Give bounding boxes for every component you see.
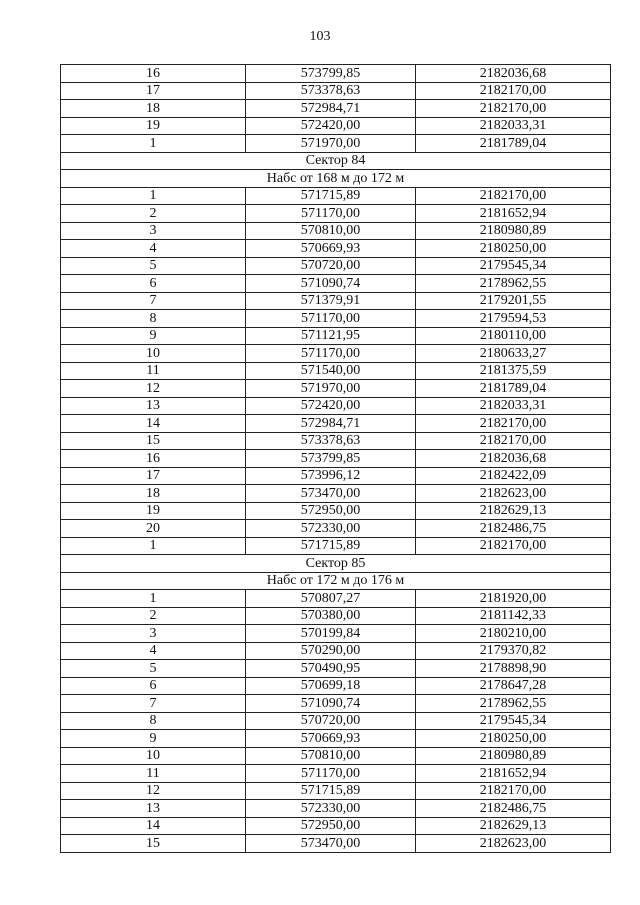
point-number-cell: 15: [61, 835, 246, 853]
x-coordinate-cell: 570807,27: [246, 590, 416, 608]
y-coordinate-cell: 2181142,33: [416, 607, 611, 625]
y-coordinate-cell: 2182170,00: [416, 782, 611, 800]
section-header-row: [61, 555, 611, 573]
x-coordinate-cell: 573799,85: [246, 65, 416, 83]
point-number-cell: 3: [61, 625, 246, 643]
x-coordinate-cell: 571090,74: [246, 275, 416, 293]
point-number-cell: 15: [61, 432, 246, 450]
point-number-cell: 11: [61, 362, 246, 380]
point-number-cell: 4: [61, 642, 246, 660]
point-number-cell: 1: [61, 537, 246, 555]
x-coordinate-cell: 570699,18: [246, 677, 416, 695]
point-number-cell: 18: [61, 485, 246, 503]
x-coordinate-cell: 571090,74: [246, 695, 416, 713]
x-coordinate-cell: 571121,95: [246, 327, 416, 345]
table-row: [61, 257, 611, 275]
y-coordinate-cell: 2182033,31: [416, 117, 611, 135]
x-coordinate-cell: 570199,84: [246, 625, 416, 643]
x-coordinate-cell: 570810,00: [246, 747, 416, 765]
table-row: [61, 222, 611, 240]
point-number-cell: 5: [61, 660, 246, 678]
point-number-cell: 1: [61, 135, 246, 153]
point-number-cell: 12: [61, 782, 246, 800]
table-row: [61, 117, 611, 135]
table-row: [61, 135, 611, 153]
table-row: [61, 362, 611, 380]
y-coordinate-cell: 2180980,89: [416, 222, 611, 240]
table-row: [61, 327, 611, 345]
x-coordinate-cell: 572950,00: [246, 502, 416, 520]
x-coordinate-cell: 570720,00: [246, 257, 416, 275]
x-coordinate-cell: 571970,00: [246, 135, 416, 153]
table-row: [61, 380, 611, 398]
x-coordinate-cell: 572984,71: [246, 100, 416, 118]
point-number-cell: 17: [61, 82, 246, 100]
y-coordinate-cell: 2181789,04: [416, 135, 611, 153]
point-number-cell: 13: [61, 800, 246, 818]
table-row: [61, 765, 611, 783]
table-row: [61, 397, 611, 415]
x-coordinate-cell: 571715,89: [246, 187, 416, 205]
table-row: [61, 537, 611, 555]
section-title: Набс от 168 м до 172 м: [61, 170, 611, 188]
x-coordinate-cell: 570720,00: [246, 712, 416, 730]
table-row: [61, 730, 611, 748]
point-number-cell: 8: [61, 712, 246, 730]
point-number-cell: 9: [61, 327, 246, 345]
x-coordinate-cell: 570669,93: [246, 730, 416, 748]
x-coordinate-cell: 571379,91: [246, 292, 416, 310]
x-coordinate-cell: 573470,00: [246, 485, 416, 503]
y-coordinate-cell: 2182170,00: [416, 100, 611, 118]
section-title: Набс от 172 м до 176 м: [61, 572, 611, 590]
table-row: [61, 625, 611, 643]
x-coordinate-cell: 572330,00: [246, 800, 416, 818]
table-row: [61, 642, 611, 660]
point-number-cell: 17: [61, 467, 246, 485]
y-coordinate-cell: 2180210,00: [416, 625, 611, 643]
point-number-cell: 10: [61, 345, 246, 363]
point-number-cell: 2: [61, 205, 246, 223]
x-coordinate-cell: 572330,00: [246, 520, 416, 538]
y-coordinate-cell: 2182170,00: [416, 187, 611, 205]
table-row: [61, 292, 611, 310]
table-row: [61, 187, 611, 205]
table-row: [61, 450, 611, 468]
point-number-cell: 16: [61, 450, 246, 468]
y-coordinate-cell: 2182033,31: [416, 397, 611, 415]
table-row: [61, 65, 611, 83]
table-row: [61, 467, 611, 485]
table-row: [61, 240, 611, 258]
table-row: [61, 660, 611, 678]
point-number-cell: 2: [61, 607, 246, 625]
coordinates-table: [60, 64, 611, 853]
y-coordinate-cell: 2179545,34: [416, 712, 611, 730]
y-coordinate-cell: 2178647,28: [416, 677, 611, 695]
table-row: [61, 432, 611, 450]
section-header-row: [61, 152, 611, 170]
point-number-cell: 10: [61, 747, 246, 765]
x-coordinate-cell: 573470,00: [246, 835, 416, 853]
point-number-cell: 19: [61, 502, 246, 520]
x-coordinate-cell: 573996,12: [246, 467, 416, 485]
point-number-cell: 7: [61, 292, 246, 310]
y-coordinate-cell: 2178962,55: [416, 275, 611, 293]
table-row: [61, 782, 611, 800]
y-coordinate-cell: 2181652,94: [416, 205, 611, 223]
point-number-cell: 18: [61, 100, 246, 118]
x-coordinate-cell: 571170,00: [246, 345, 416, 363]
table-row: [61, 747, 611, 765]
y-coordinate-cell: 2182629,13: [416, 502, 611, 520]
point-number-cell: 5: [61, 257, 246, 275]
y-coordinate-cell: 2182623,00: [416, 835, 611, 853]
table-row: [61, 520, 611, 538]
y-coordinate-cell: 2180110,00: [416, 327, 611, 345]
table-row: [61, 677, 611, 695]
point-number-cell: 19: [61, 117, 246, 135]
point-number-cell: 4: [61, 240, 246, 258]
y-coordinate-cell: 2182170,00: [416, 432, 611, 450]
y-coordinate-cell: 2180250,00: [416, 730, 611, 748]
y-coordinate-cell: 2179545,34: [416, 257, 611, 275]
x-coordinate-cell: 570490,95: [246, 660, 416, 678]
x-coordinate-cell: 571715,89: [246, 782, 416, 800]
table-row: [61, 800, 611, 818]
point-number-cell: 1: [61, 590, 246, 608]
table-row: [61, 415, 611, 433]
page-number: 103: [309, 29, 331, 44]
table-row: [61, 100, 611, 118]
y-coordinate-cell: 2182629,13: [416, 817, 611, 835]
x-coordinate-cell: 571715,89: [246, 537, 416, 555]
x-coordinate-cell: 571540,00: [246, 362, 416, 380]
point-number-cell: 1: [61, 187, 246, 205]
y-coordinate-cell: 2182486,75: [416, 520, 611, 538]
table-row: [61, 205, 611, 223]
table-row: [61, 275, 611, 293]
x-coordinate-cell: 571170,00: [246, 310, 416, 328]
table-row: [61, 712, 611, 730]
x-coordinate-cell: 573378,63: [246, 432, 416, 450]
point-number-cell: 6: [61, 275, 246, 293]
y-coordinate-cell: 2182170,00: [416, 415, 611, 433]
x-coordinate-cell: 570810,00: [246, 222, 416, 240]
y-coordinate-cell: 2182422,09: [416, 467, 611, 485]
table-row: [61, 502, 611, 520]
y-coordinate-cell: 2180980,89: [416, 747, 611, 765]
point-number-cell: 11: [61, 765, 246, 783]
y-coordinate-cell: 2180633,27: [416, 345, 611, 363]
y-coordinate-cell: 2179201,55: [416, 292, 611, 310]
y-coordinate-cell: 2182036,68: [416, 450, 611, 468]
table-row: [61, 607, 611, 625]
point-number-cell: 7: [61, 695, 246, 713]
y-coordinate-cell: 2182036,68: [416, 65, 611, 83]
point-number-cell: 13: [61, 397, 246, 415]
y-coordinate-cell: 2181652,94: [416, 765, 611, 783]
y-coordinate-cell: 2182170,00: [416, 82, 611, 100]
y-coordinate-cell: 2182170,00: [416, 537, 611, 555]
y-coordinate-cell: 2179370,82: [416, 642, 611, 660]
point-number-cell: 9: [61, 730, 246, 748]
point-number-cell: 12: [61, 380, 246, 398]
x-coordinate-cell: 572420,00: [246, 397, 416, 415]
y-coordinate-cell: 2182486,75: [416, 800, 611, 818]
x-coordinate-cell: 572984,71: [246, 415, 416, 433]
point-number-cell: 20: [61, 520, 246, 538]
point-number-cell: 14: [61, 817, 246, 835]
table-row: [61, 817, 611, 835]
y-coordinate-cell: 2178898,90: [416, 660, 611, 678]
x-coordinate-cell: 571170,00: [246, 765, 416, 783]
table-row: [61, 310, 611, 328]
x-coordinate-cell: 572950,00: [246, 817, 416, 835]
section-title: Сектор 84: [61, 152, 611, 170]
y-coordinate-cell: 2181375,59: [416, 362, 611, 380]
y-coordinate-cell: 2179594,53: [416, 310, 611, 328]
x-coordinate-cell: 571970,00: [246, 380, 416, 398]
table-row: [61, 82, 611, 100]
x-coordinate-cell: 573799,85: [246, 450, 416, 468]
coordinates-table-body: [61, 65, 611, 853]
point-number-cell: 6: [61, 677, 246, 695]
x-coordinate-cell: 570380,00: [246, 607, 416, 625]
y-coordinate-cell: 2182623,00: [416, 485, 611, 503]
y-coordinate-cell: 2178962,55: [416, 695, 611, 713]
table-row: [61, 345, 611, 363]
x-coordinate-cell: 570669,93: [246, 240, 416, 258]
table-row: [61, 590, 611, 608]
section-header-row: [61, 572, 611, 590]
point-number-cell: 14: [61, 415, 246, 433]
point-number-cell: 3: [61, 222, 246, 240]
x-coordinate-cell: 572420,00: [246, 117, 416, 135]
y-coordinate-cell: 2181920,00: [416, 590, 611, 608]
x-coordinate-cell: 570290,00: [246, 642, 416, 660]
table-row: [61, 485, 611, 503]
point-number-cell: 8: [61, 310, 246, 328]
table-row: [61, 695, 611, 713]
table-row: [61, 835, 611, 853]
y-coordinate-cell: 2180250,00: [416, 240, 611, 258]
section-title: Сектор 85: [61, 555, 611, 573]
point-number-cell: 16: [61, 65, 246, 83]
section-header-row: [61, 170, 611, 188]
y-coordinate-cell: 2181789,04: [416, 380, 611, 398]
x-coordinate-cell: 571170,00: [246, 205, 416, 223]
x-coordinate-cell: 573378,63: [246, 82, 416, 100]
